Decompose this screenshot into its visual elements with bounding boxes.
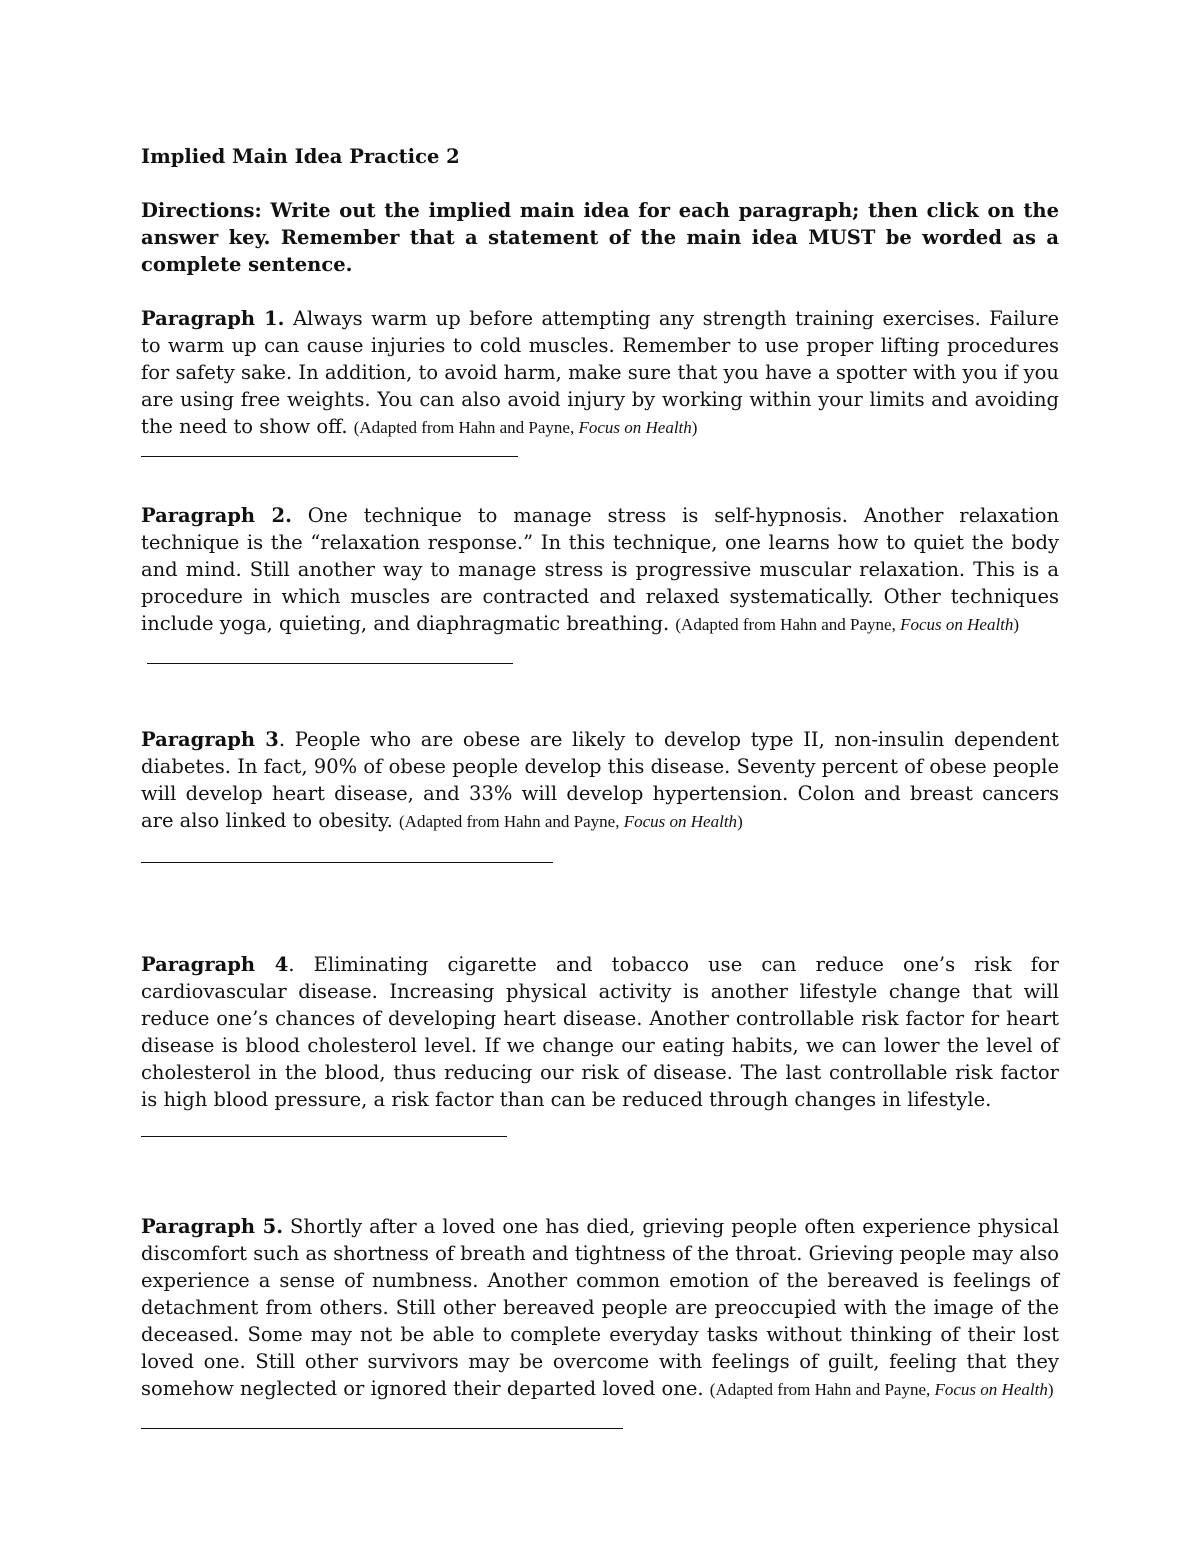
paragraph-3-citation	[399, 812, 743, 831]
paragraph-1-label: Paragraph 1.	[141, 307, 285, 330]
citation-prefix: (Adapted from Hahn and Payne,	[709, 1380, 935, 1399]
answer-line-4[interactable]	[141, 1136, 507, 1137]
document-title: Implied Main Idea Practice 2	[141, 145, 460, 168]
paragraph-3-text: . People who are obese are likely to develop type II, non-insulin dependent diabetes. In fact, 90% of obese people develop this disease. Seventy percent of obese people will develop heart disease, and 33% will develop hypertension. Colon and breast cancers are also linked to obesity.	[141, 728, 1059, 832]
citation-book-title: Focus on Health	[623, 812, 738, 831]
paragraph-3	[141, 726, 1059, 835]
paragraph-4	[141, 951, 1059, 1113]
citation-prefix: (Adapted from Hahn and Payne,	[399, 812, 624, 831]
citation-prefix: (Adapted from Hahn and Payne,	[675, 615, 901, 634]
paragraph-2	[141, 502, 1059, 638]
citation-suffix: )	[1013, 615, 1020, 634]
paragraph-5-citation	[710, 1380, 1054, 1399]
document-content	[141, 143, 1059, 1429]
citation-book-title: Focus on Health	[934, 1380, 1048, 1399]
paragraph-5-label: Paragraph 5.	[141, 1215, 284, 1238]
paragraph-1-text: Always warm up before attempting any strength training exercises. Failure to warm up can cause injuries to cold muscles. Remember to use proper lifting procedures for safety sake. In addition, to avoid harm, make sure that you have a spotter with you if you are using free weights. You can also avoid injury by working within your limits and avoiding the need to show off.	[141, 307, 1060, 438]
citation-prefix: (Adapted from Hahn and Payne,	[353, 418, 579, 437]
citation-book-title: Focus on Health	[900, 615, 1014, 634]
answer-line-2[interactable]	[147, 663, 513, 664]
paragraph-2-label: Paragraph 2.	[141, 504, 292, 527]
citation-book-title: Focus on Health	[578, 418, 692, 437]
paragraph-4-label: Paragraph 4	[141, 953, 289, 976]
paragraph-5-text: Shortly after a loved one has died, grieving people often experience physical discomfort such as shortness of breath and tightness of the throat. Grieving people may also experience a sense of numbness. Another common emotion of the bereaved is feelings of detachment from others. Still other bereaved people are preoccupied with the image of the deceased. Some may not be able to complete everyday tasks without thinking of their lost loved one. Still other survivors may be overcome with feelings of guilt, feeling that they somehow neglected or ignored their departed loved one.	[141, 1215, 1060, 1400]
citation-suffix: )	[1047, 1380, 1054, 1399]
paragraph-3-label: Paragraph 3	[141, 728, 279, 751]
citation-suffix: )	[737, 812, 743, 831]
paragraph-5	[141, 1213, 1059, 1403]
citation-suffix: )	[691, 418, 698, 437]
paragraph-1-citation	[354, 418, 698, 437]
answer-line-5[interactable]	[141, 1428, 623, 1429]
paragraph-4-text: . Eliminating cigarette and tobacco use can reduce one’s risk for cardiovascular disease. Increasing physical activity is another lifestyle change that will reduce one’s chances of developing heart disease. Another controllable risk factor for heart disease is blood cholesterol level. If we change our eating habits, we can lower the level of cholesterol in the blood, thus reducing our risk of disease. The last controllable risk factor is high blood pressure, a risk factor than can be reduced through changes in lifestyle.	[141, 953, 1059, 1111]
directions-text: Directions: Write out the implied main idea for each paragraph; then click on the answer key. Remember that a statement of the main idea MUST be worded as a complete sentence.	[141, 199, 1059, 276]
paragraph-1	[141, 305, 1059, 441]
paragraph-2-citation	[675, 615, 1019, 634]
answer-line-1[interactable]	[141, 456, 518, 457]
paragraph-2-text: One technique to manage stress is self-hypnosis. Another relaxation technique is the “relaxation response.” In this technique, one learns how to quiet the body and mind. Still another way to manage stress is progressive muscular relaxation. This is a procedure in which muscles are contracted and relaxed systematically. Other techniques include yoga, quieting, and diaphragmatic breathing.	[141, 504, 1060, 635]
answer-line-3[interactable]	[141, 862, 553, 863]
